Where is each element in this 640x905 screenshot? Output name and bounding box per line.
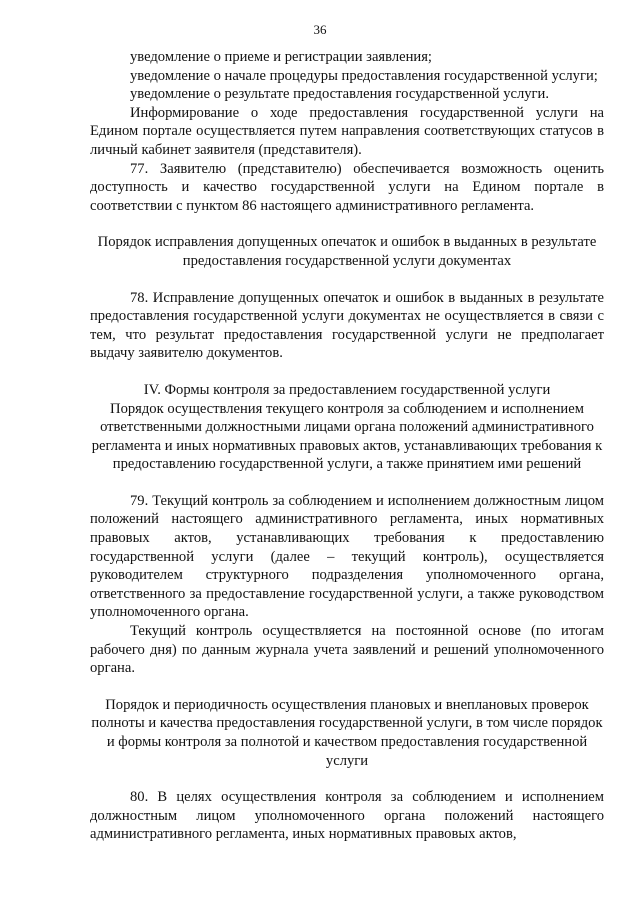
document-body bbox=[90, 48, 604, 844]
paragraph-informing: Информирование о ходе предоставления государственной услуги на Едином портале осуществляется путем направления соответствующих статусов в личный кабинет заявителя (представителя). bbox=[90, 104, 604, 158]
section-title-iv: IV. Формы контроля за предоставлением государственной услуги bbox=[143, 381, 551, 398]
paragraph-notice-result: уведомление о результате предоставления государственной услуги. bbox=[130, 86, 550, 103]
heading-inspections: Порядок и периодичность осуществления плановых и внеплановых проверок полноты и качества предоставления государственной услуги, в том числе порядок и формы контроля за полнотой и качеством предоставления государственной услуги bbox=[91, 696, 603, 769]
paragraph-notice-receipt: уведомление о приеме и регистрации заявления; bbox=[130, 49, 432, 65]
paragraph-notice-start: уведомление о начале процедуры предоставления государственной услуги; bbox=[130, 67, 598, 84]
paragraph-79: 79. Текущий контроль за соблюдением и исполнением должностным лицом положений настоящего административного регламента, иных нормативных правовых актов, устанавливающих требования к предоставлению государственной услуги (далее – текущий контроль), осуществляется руководителем структурного подразделения уполномоченного органа, ответственного за предоставление государственной услуги, а также руководством уполномоченного органа. bbox=[90, 492, 604, 621]
paragraph-77: 77. Заявителю (представителю) обеспечивается возможность оценить доступность и качество государственной услуги на Едином портале в соответствии с пунктом 86 настоящего административного регламента. bbox=[90, 160, 604, 214]
page-number: 36 bbox=[313, 22, 327, 37]
paragraph-78: 78. Исправление допущенных опечаток и ошибок в выданных в результате предоставления государственной услуги документах не осуществляется в связи с тем, что результат предоставления государственной услуги не предполагает выдачу заявителю документов. bbox=[90, 289, 604, 362]
paragraph-79-continued: Текущий контроль осуществляется на постоянной основе (по итогам рабочего дня) по данным журнала учета заявлений и решений уполномоченного органа. bbox=[90, 623, 604, 677]
paragraph-80: 80. В целях осуществления контроля за соблюдением и исполнением должностным лицом уполномоченного органа положений настоящего административного регламента, иных нормативных правовых актов, bbox=[90, 789, 604, 843]
heading-current-control: Порядок осуществления текущего контроля за соблюдением и исполнением ответственными должностными лицами органа положений административного регламента и иных нормативных правовых актов, устанавливающих требования к предоставлению государственной услуги, а также принятием ими решений bbox=[91, 400, 603, 473]
heading-typo-correction: Порядок исправления допущенных опечаток и ошибок в выданных в результате предоставления государственной услуги документах bbox=[97, 234, 597, 269]
